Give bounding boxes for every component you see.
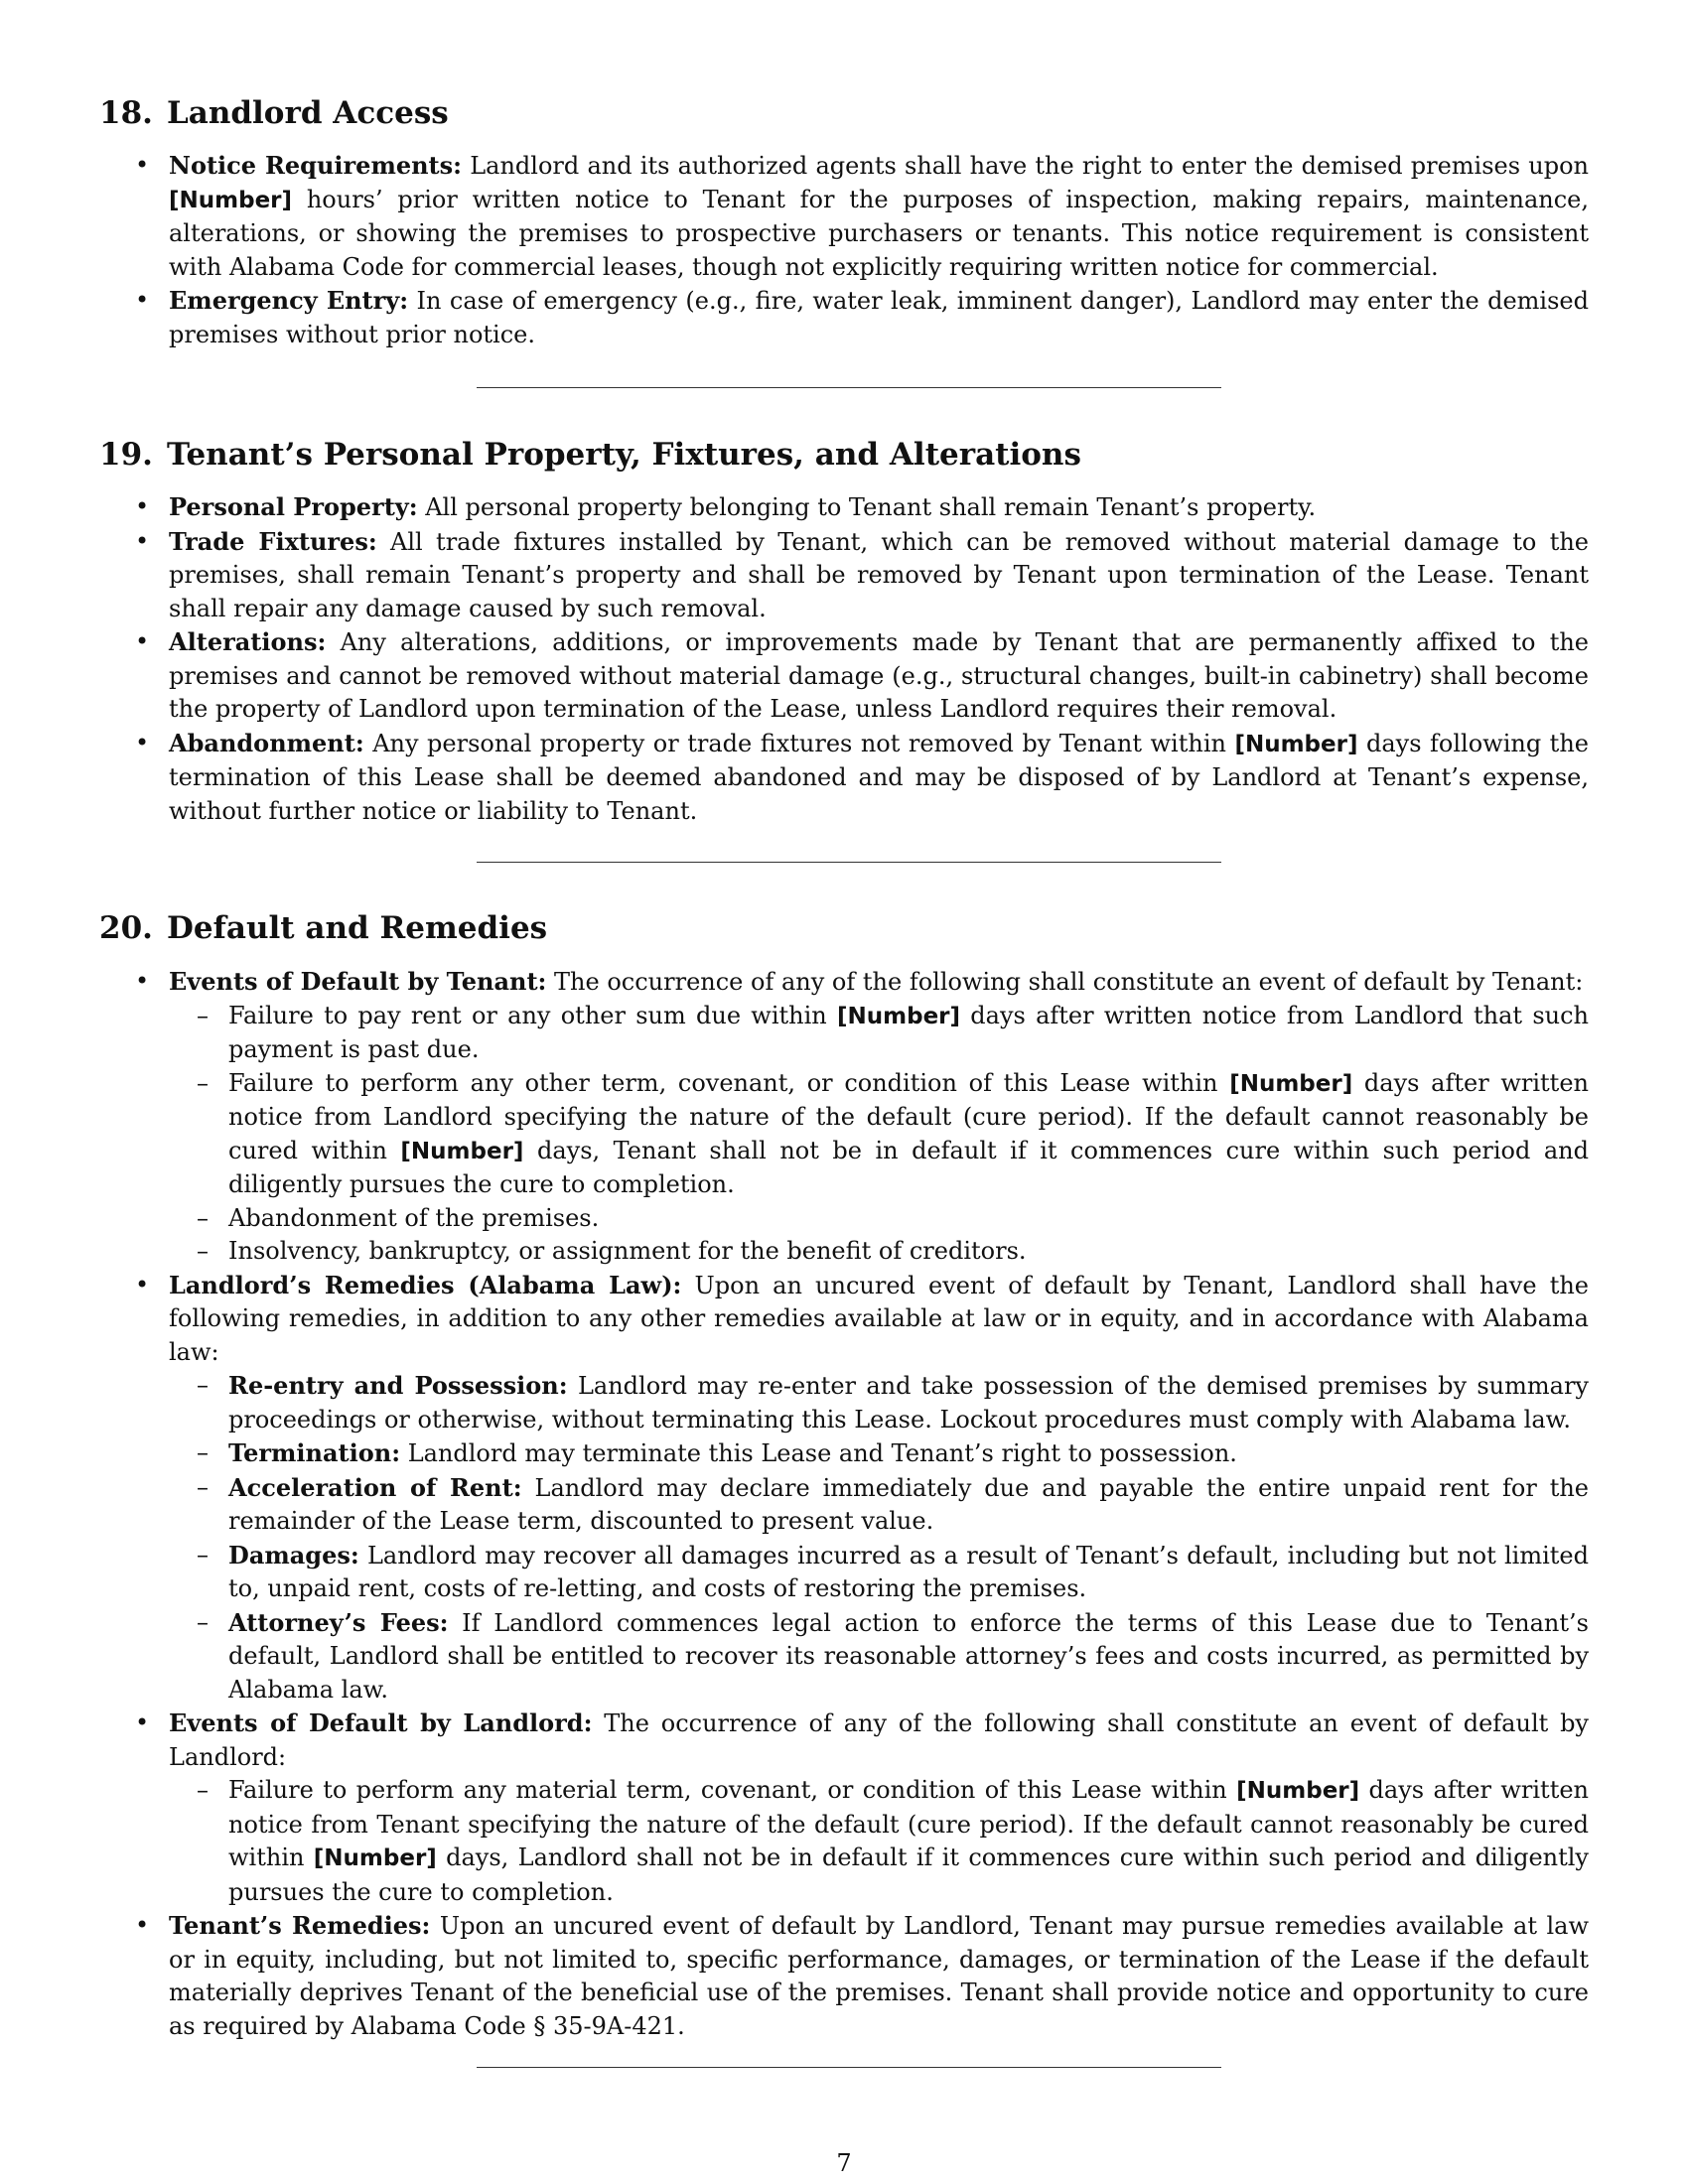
- section-18-heading: [99, 95, 449, 131]
- item-text: days after written notice from Tenant specifying the nature of the default (cure period). If the default cannot reasonably be cured within: [228, 1776, 1590, 1871]
- item-text: The occurrence of any of the following shall constitute an event of default by Landlord:: [169, 1709, 1589, 1771]
- sublist-item: [169, 1235, 1589, 1269]
- item-label: Acceleration of Rent:: [228, 1472, 522, 1502]
- list-item: [99, 525, 1589, 626]
- item-label: Emergency Entry:: [169, 286, 409, 315]
- number-placeholder: [Number]: [1229, 1070, 1353, 1097]
- item-label: Attorney’s Fees:: [228, 1607, 449, 1637]
- sublist-item: [169, 1000, 1589, 1067]
- item-text: Failure to perform any other term, covenant, or condition of this Lease within: [228, 1068, 1230, 1097]
- sublist-item: [169, 1774, 1589, 1909]
- section-20-heading: [99, 910, 547, 946]
- sublist: [169, 1000, 1589, 1269]
- item-text: Upon an uncured event of default by Tenant, Landlord shall have the following remedies, in addition to any other remedies available at law or in equity, and in accordance with Alabama law:: [169, 1271, 1589, 1366]
- section-number: 18.: [99, 95, 153, 131]
- item-text: Landlord and its authorized agents shall have the right to enter the demised premises upon: [462, 152, 1589, 180]
- item-text: days following the termination of this Lease shall be deemed abandoned and may be disposed of by Landlord at Tenant’s expense, without further notice or liability to Tenant.: [169, 729, 1589, 825]
- item-text: The occurrence of any of the following shall constitute an event of default by Tenant:: [546, 968, 1584, 996]
- item-label: Personal Property:: [169, 492, 418, 521]
- sublist: [169, 1369, 1589, 1706]
- item-text: days after written notice from Landlord specifying the nature of the default (cure period). If the default cannot reasonably be cured within: [228, 1068, 1589, 1164]
- number-placeholder: [Number]: [1236, 1778, 1360, 1804]
- section-title-text: Default and Remedies: [166, 910, 548, 946]
- item-text: Failure to pay rent or any other sum due within: [228, 1001, 837, 1029]
- item-label: Events of Default by Tenant:: [169, 967, 547, 996]
- item-text: In case of emergency (e.g., fire, water leak, imminent danger), Landlord may enter the demised premises without prior notice.: [169, 287, 1589, 348]
- section-20-list: [99, 965, 1589, 2043]
- item-label: Trade Fixtures:: [169, 526, 377, 556]
- item-label: Termination:: [228, 1438, 401, 1467]
- item-text: All personal property belonging to Tenant shall remain Tenant’s property.: [417, 493, 1317, 521]
- section-divider: [477, 2067, 1221, 2068]
- item-text: hours’ prior written notice to Tenant for the purposes of inspection, making repairs, maintenance, alterations, or showing the premises to prospective purchasers or tenants. This notice requirement is consistent with Alabama Code for commercial leases, though not explicitly requiring written notice for commercial.: [169, 185, 1589, 281]
- sublist-item: [169, 1067, 1589, 1202]
- item-text: Any personal property or trade fixtures not removed by Tenant within: [363, 729, 1235, 757]
- section-title-text: Tenant’s Personal Property, Fixtures, and Alterations: [166, 437, 1081, 473]
- number-placeholder: [Number]: [837, 1003, 961, 1029]
- number-placeholder: [Number]: [313, 1845, 437, 1871]
- number-placeholder: [Number]: [169, 187, 293, 213]
- sublist: [169, 1774, 1589, 1909]
- item-text: Landlord may declare immediately due and payable the entire unpaid rent for the remainder of the Lease term, discounted to present value.: [228, 1473, 1590, 1535]
- section-number: 20.: [99, 910, 153, 946]
- sublist-item: [169, 1606, 1589, 1707]
- list-item: [99, 965, 1589, 1269]
- item-label: Re-entry and Possession:: [228, 1371, 568, 1400]
- item-text: days, Tenant shall not be in default if it commences cure within such period and diligently pursues the cure to completion.: [228, 1136, 1589, 1198]
- item-text: Upon an uncured event of default by Landlord, Tenant may pursue remedies available at law or in equity, including, but not limited to, specific performance, damages, or termination of the Lease if the default materially deprives Tenant of the beneficial use of the premises. Tenant shall provide notice and opportunity to cure as required by Alabama Code § 35-9A-421.: [169, 1912, 1589, 2040]
- item-text: Landlord may recover all damages incurred as a result of Tenant’s default, including but not limited to, unpaid rent, costs of re-letting, and costs of restoring the premises.: [228, 1541, 1589, 1602]
- page-number: 7: [836, 2149, 852, 2177]
- item-text: days after written notice from Landlord that such payment is past due.: [228, 1001, 1589, 1063]
- item-text: Landlord may terminate this Lease and Tenant’s right to possession.: [400, 1439, 1237, 1467]
- number-placeholder: [Number]: [1234, 731, 1358, 757]
- sublist-item: [169, 1369, 1589, 1436]
- item-text: Abandonment of the premises.: [228, 1203, 600, 1232]
- section-number: 19.: [99, 437, 153, 473]
- sublist-item: [169, 1471, 1589, 1539]
- item-label: Abandonment:: [169, 728, 364, 757]
- list-item: [99, 727, 1589, 829]
- item-label: Notice Requirements:: [169, 151, 463, 180]
- section-divider: [477, 862, 1221, 863]
- sublist-item: [169, 1202, 1589, 1236]
- section-divider: [477, 387, 1221, 388]
- list-item: [99, 1269, 1589, 1707]
- item-text: All trade fixtures installed by Tenant, which can be removed without material damage to the premises, shall remain Tenant’s property and shall be removed by Tenant upon termination of the Lease. Tenant shall repair any damage caused by such removal.: [169, 527, 1589, 622]
- list-item: [99, 149, 1589, 284]
- list-item: [99, 625, 1589, 727]
- list-item: [99, 1706, 1589, 1909]
- item-text: Landlord may re-enter and take possession of the demised premises by summary proceedings or otherwise, without terminating this Lease. Lockout procedures must comply with Alabama law.: [228, 1372, 1589, 1433]
- list-item: [99, 284, 1589, 351]
- document-page: [99, 0, 1589, 2184]
- section-title-text: Landlord Access: [166, 95, 449, 131]
- item-text: Failure to perform any material term, covenant, or condition of this Lease within: [228, 1776, 1237, 1804]
- section-18-list: [99, 149, 1589, 351]
- list-item: [99, 1909, 1589, 2043]
- item-text: Insolvency, bankruptcy, or assignment for the benefit of creditors.: [228, 1237, 1027, 1265]
- item-text: days, Landlord shall not be in default if it commences cure within such period and diligently pursues the cure to completion.: [228, 1843, 1589, 1906]
- item-label: Alterations:: [169, 627, 327, 656]
- item-label: Landlord’s Remedies (Alabama Law):: [169, 1270, 682, 1299]
- item-label: Damages:: [228, 1540, 359, 1570]
- sublist-item: [169, 1436, 1589, 1471]
- item-text: If Landlord commences legal action to enforce the terms of this Lease due to Tenant’s default, Landlord shall be entitled to recover its reasonable attorney’s fees and costs incurred, as permitted by Alabama law.: [228, 1608, 1589, 1704]
- list-item: [99, 490, 1589, 525]
- number-placeholder: [Number]: [400, 1138, 524, 1164]
- sublist-item: [169, 1539, 1589, 1606]
- item-label: Tenant’s Remedies:: [169, 1911, 431, 1940]
- item-label: Events of Default by Landlord:: [169, 1708, 593, 1737]
- item-text: Any alterations, additions, or improvements made by Tenant that are permanently affixed to the premises and cannot be removed without material damage (e.g., structural changes, built-in cabinetry) shall become the property of Landlord upon termination of the Lease, unless Landlord requires their removal.: [169, 628, 1589, 723]
- section-19-heading: [99, 437, 1081, 473]
- section-19-list: [99, 490, 1589, 828]
